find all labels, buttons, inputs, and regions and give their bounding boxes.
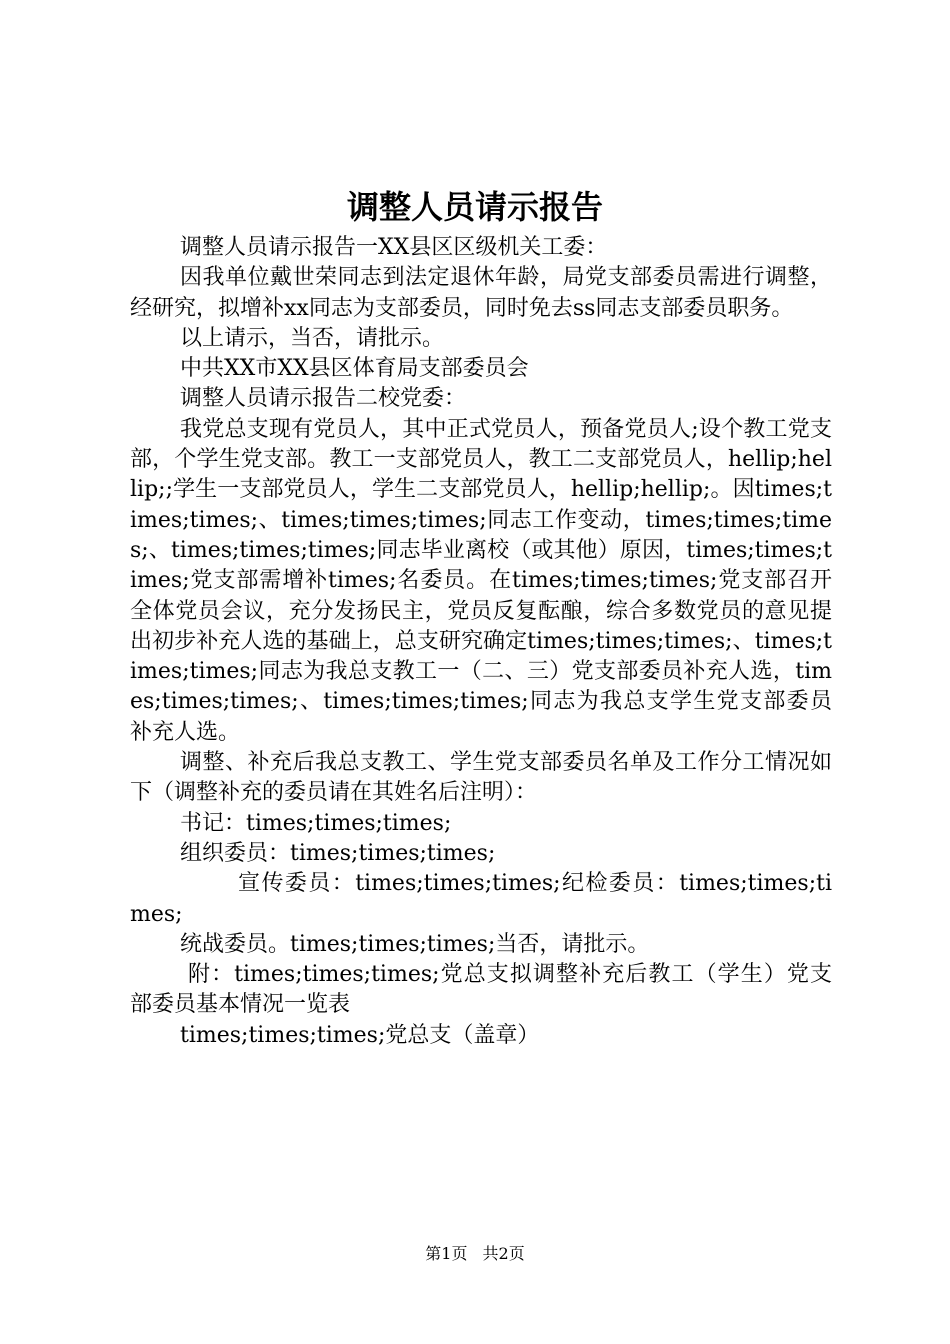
paragraph-attachment: 附：times;times;times;党总支拟调整补充后教工（学生）党支部委员基本情况一览表 [130, 962, 832, 1018]
paragraph-member-list-intro: 调整、补充后我总支教工、学生党支部委员名单及工作分工情况如下（调整补充的委员请在其姓名后注明）： [130, 750, 832, 806]
paragraph-salutation-2: 调整人员请示报告二校党委： [180, 386, 467, 412]
page-number: 第1页 [425, 1244, 468, 1263]
page-total: 共2页 [482, 1244, 525, 1263]
document-body [130, 233, 832, 1051]
page-footer [0, 1242, 950, 1266]
paragraph-secretary: 书记：times;times;times; [180, 810, 452, 836]
paragraph-closing-1: 以上请示，当否，请批示。 [180, 325, 445, 351]
paragraph-signature-1: 中共XX市XX县区体育局支部委员会 [180, 356, 529, 382]
document-title: 调整人员请示报告 [346, 188, 603, 226]
paragraph-organization-member: 组织委员：times;times;times; [180, 840, 496, 866]
paragraph-salutation-1: 调整人员请示报告一XX县区区级机关工委： [180, 235, 608, 260]
paragraph-publicity-discipline-members: 宣传委员：times;times;times;纪检委员：times;times;times; [130, 871, 832, 927]
paragraph-request-1: 因我单位戴世荣同志到法定退休年龄，局党支部委员需进行调整，经研究，拟增补xx同志为支部委员，同时免去ss同志支部委员职务。 [130, 265, 832, 321]
paragraph-request-2: 我党总支现有党员人，其中正式党员人，预备党员人;设个教工党支部，个学生党支部。教工一支部党员人，教工二支部党员人，hellip;hellip;;学生一支部党员人，学生二支部党员人，hellip;hellip;。因times;times;times;、times;times;times;同志工作变动，times;times;times;、times;times;times;同志毕业离校（或其他）原因，times;times;times;党支部需增补times;名委员。在times;times;times;党支部召开全体党员会议，充分发扬民主，党员反复酝酿，综合多数党员的意见提出初步补充人选的基础上，总支研究确定times;times;times;、times;times;times;同志为我总支教工一（二、三）党支部委员补充人选，times;times;times;、times;times;times;同志为我总支学生党支部委员补充人选。 [130, 416, 832, 745]
paragraph-united-front-member: 统战委员。times;times;times;当否，请批示。 [180, 931, 650, 957]
paragraph-seal: times;times;times;党总支（盖章） [180, 1022, 540, 1048]
